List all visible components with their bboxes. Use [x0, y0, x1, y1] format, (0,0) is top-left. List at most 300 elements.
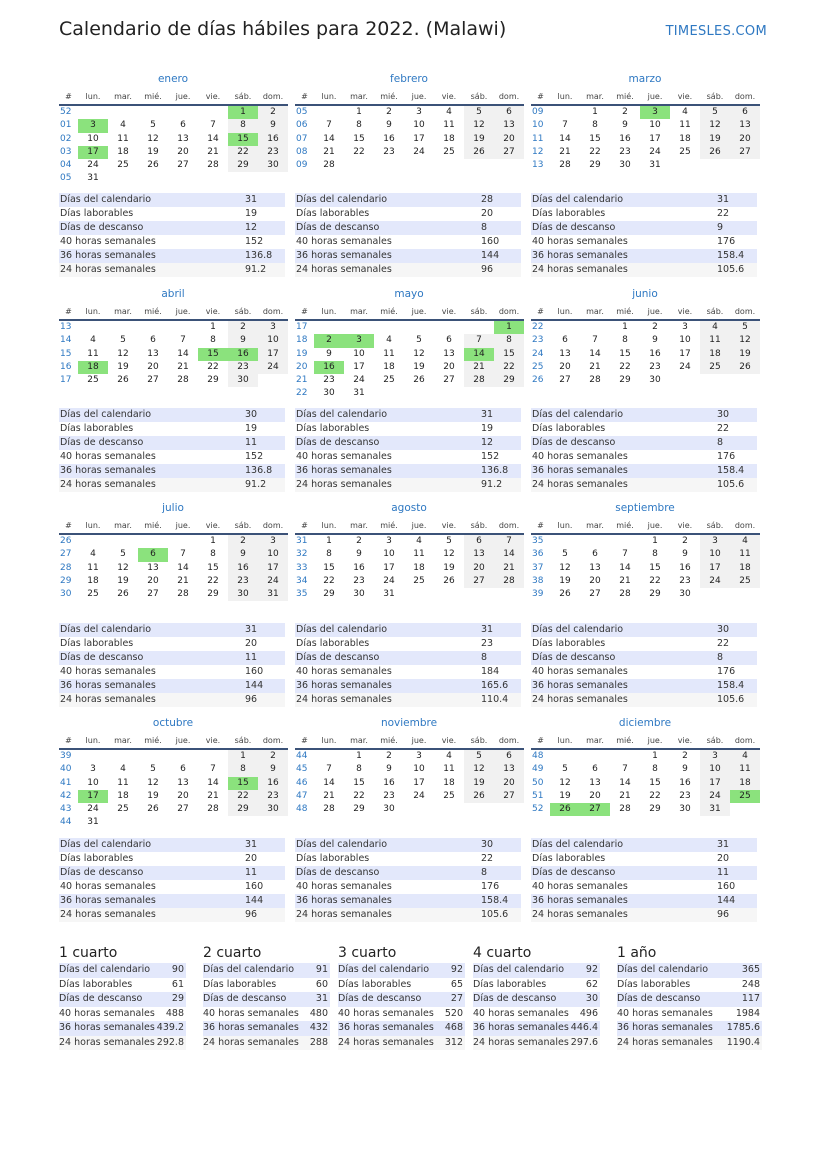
stats-row: [295, 221, 521, 235]
weekday-header: mar.: [108, 519, 138, 535]
day-cell: 19: [443, 562, 455, 573]
month-calendar: [531, 499, 759, 601]
day-cell: 1: [652, 751, 658, 761]
stats-value: 20: [245, 638, 258, 649]
stats-row: [59, 450, 285, 464]
quarter-value: 365: [741, 964, 760, 975]
stats-row: [531, 450, 757, 464]
month-stats: [59, 193, 285, 277]
day-cell: [314, 750, 344, 763]
month-stats: [295, 408, 521, 492]
day-cell: 28: [207, 804, 219, 815]
stats-row: [531, 623, 757, 637]
week-number: 07: [296, 133, 308, 144]
day-cell: 5: [464, 750, 494, 763]
stats-row: [295, 478, 521, 492]
weekday-header: mié.: [138, 90, 168, 106]
week-number: 39: [532, 589, 544, 600]
quarter-label: Días del calendario: [203, 964, 295, 975]
weekday-header: lun.: [314, 90, 344, 106]
quarter-value: 468: [444, 1022, 463, 1033]
day-cell: 1: [622, 322, 628, 332]
day-cell: 30: [649, 375, 661, 386]
day-cell: 1: [494, 321, 524, 334]
day-cell: 9: [622, 120, 628, 131]
stats-label: 40 horas semanales: [60, 451, 156, 462]
stats-value: 11: [245, 867, 258, 878]
stats-label: 24 horas semanales: [296, 909, 392, 920]
day-cell: 3: [344, 334, 374, 347]
day-cell: 30: [679, 589, 691, 600]
day-cell: 11: [117, 133, 129, 144]
stats-value: 176: [717, 236, 736, 247]
day-cell: [168, 535, 198, 548]
day-cell: 9: [228, 334, 258, 347]
stats-row: [531, 422, 757, 436]
day-cell: [198, 172, 228, 185]
day-cell: 12: [730, 334, 760, 347]
day-cell: 15: [649, 562, 661, 573]
stats-label: 24 horas semanales: [532, 694, 628, 705]
week-number: 35: [532, 536, 544, 546]
day-cell: 25: [117, 804, 129, 815]
day-cell: 4: [682, 107, 688, 117]
weekday-header: dom.: [730, 734, 760, 750]
day-cell: 17: [78, 146, 108, 159]
day-cell: 29: [649, 589, 661, 600]
day-cell: 23: [619, 146, 631, 157]
stats-label: Días del calendario: [296, 194, 388, 205]
stats-row: [295, 852, 521, 866]
quarter-value: 31: [315, 993, 328, 1004]
day-cell: 18: [117, 790, 129, 801]
quarter-label: Días de descanso: [59, 993, 143, 1004]
week-number: 33: [296, 562, 308, 573]
stats-label: 24 horas semanales: [532, 909, 628, 920]
week-number: 09: [532, 107, 544, 117]
stats-label: Días laborables: [60, 423, 134, 434]
week-number: 39: [60, 751, 72, 761]
stats-row: [59, 464, 285, 478]
stats-label: 40 horas semanales: [532, 451, 628, 462]
month-name: febrero: [390, 73, 428, 85]
day-cell: 5: [464, 106, 494, 119]
quarter-row: [338, 992, 465, 1007]
day-cell: 13: [589, 777, 601, 788]
quarter-value: 1190.4: [726, 1036, 760, 1048]
quarter-label: Días laborables: [203, 978, 277, 990]
quarter-label: 24 horas semanales: [203, 1036, 299, 1048]
stats-value: 11: [245, 652, 258, 663]
day-cell: 2: [258, 750, 288, 763]
weekday-header: sáb.: [464, 90, 494, 106]
day-cell: 6: [562, 335, 568, 346]
day-cell: 4: [700, 321, 730, 334]
day-cell: 10: [87, 133, 99, 144]
day-cell: [138, 750, 168, 763]
day-cell: 2: [386, 107, 392, 117]
weekday-header: mar.: [108, 734, 138, 750]
stats-row: [59, 221, 285, 235]
quarter-row: [203, 1007, 330, 1022]
weekday-header: #: [531, 734, 550, 750]
day-cell: [168, 321, 198, 334]
day-cell: 18: [700, 348, 730, 361]
day-cell: 3: [90, 764, 96, 775]
stats-label: 24 horas semanales: [60, 264, 156, 275]
quarter-block: [59, 943, 186, 1050]
stats-value: 8: [481, 222, 488, 233]
day-cell: 3: [258, 535, 288, 548]
stats-label: Días del calendario: [532, 409, 624, 420]
day-cell: [138, 106, 168, 119]
stats-label: Días de descanso: [296, 222, 380, 233]
stats-row: [59, 249, 285, 263]
day-cell: 18: [413, 562, 425, 573]
day-cell: 21: [323, 790, 335, 801]
stats-row: [531, 908, 757, 922]
month-stats: [59, 408, 285, 492]
day-cell: 6: [592, 549, 598, 560]
day-cell: 4: [730, 535, 760, 548]
month-grid: [295, 734, 523, 816]
brand-link[interactable]: TIMESLES.COM: [665, 24, 767, 39]
quarter-label: Días del calendario: [338, 964, 430, 975]
week-number: 17: [60, 375, 72, 386]
day-cell: 22: [207, 575, 219, 586]
weekday-header: dom.: [258, 734, 288, 750]
week-number: 14: [60, 335, 72, 346]
stats-row: [295, 693, 521, 707]
stats-row: [59, 693, 285, 707]
month-calendar: [295, 285, 523, 401]
day-cell: 12: [700, 119, 730, 132]
stats-value: 152: [245, 451, 264, 462]
week-number: 12: [532, 146, 544, 157]
stats-value: 105.6: [717, 264, 745, 275]
stats-row: [295, 651, 521, 665]
stats-value: 30: [481, 839, 494, 850]
day-cell: 25: [730, 790, 760, 803]
weekday-header: mié.: [374, 305, 404, 321]
day-cell: [108, 750, 138, 763]
stats-label: Días laborables: [296, 638, 370, 649]
day-cell: [464, 387, 494, 400]
stats-row: [531, 193, 757, 207]
weekday-header: lun.: [78, 90, 108, 106]
day-cell: 6: [730, 106, 760, 119]
stats-row: [531, 249, 757, 263]
day-cell: [314, 106, 344, 119]
day-cell: 6: [138, 548, 168, 561]
stats-value: 96: [245, 694, 258, 705]
stats-value: 96: [481, 264, 494, 275]
weekday-header: jue.: [168, 519, 198, 535]
stats-row: [295, 838, 521, 852]
quarter-value: 446.4: [570, 1022, 598, 1033]
weekday-header: #: [295, 305, 314, 321]
day-cell: 9: [258, 763, 288, 776]
weekday-header: mar.: [580, 90, 610, 106]
day-cell: [494, 387, 524, 400]
day-cell: 28: [619, 589, 631, 600]
day-cell: 21: [619, 575, 631, 586]
stats-row: [295, 880, 521, 894]
day-cell: 19: [700, 133, 730, 146]
day-cell: 26: [443, 575, 455, 586]
stats-label: 24 horas semanales: [60, 694, 156, 705]
day-cell: 3: [682, 322, 688, 332]
day-cell: 4: [446, 107, 452, 117]
weekday-header: jue.: [404, 519, 434, 535]
week-number: 32: [296, 549, 308, 560]
day-cell: 1: [228, 106, 258, 119]
day-cell: 25: [87, 375, 99, 386]
quarter-label: Días de descanso: [473, 993, 557, 1004]
week-number: 27: [60, 549, 72, 560]
week-number: 06: [296, 120, 308, 131]
day-cell: 3: [416, 107, 422, 117]
day-cell: 30: [228, 588, 258, 601]
quarter-value: 90: [171, 964, 184, 975]
day-cell: 8: [356, 120, 362, 131]
stats-value: 31: [245, 839, 258, 850]
day-cell: 23: [679, 790, 691, 801]
quarter-value: 1984: [735, 1007, 760, 1019]
weekday-header: sáb.: [700, 305, 730, 321]
day-cell: 14: [619, 777, 631, 788]
stats-label: Días del calendario: [60, 194, 152, 205]
week-number: 22: [532, 322, 544, 332]
stats-label: 40 horas semanales: [60, 666, 156, 677]
week-number: 10: [532, 120, 544, 131]
week-number: 29: [60, 575, 72, 586]
quarter-row: [203, 963, 330, 978]
day-cell: 4: [90, 335, 96, 346]
quarter-label: Días de descanso: [338, 993, 422, 1004]
month-grid: [531, 305, 759, 387]
stats-label: Días del calendario: [296, 624, 388, 635]
day-cell: 28: [494, 575, 524, 588]
stats-label: Días del calendario: [296, 409, 388, 420]
day-cell: [374, 321, 404, 334]
stats-value: 22: [717, 208, 730, 219]
day-cell: [610, 750, 640, 763]
stats-row: [295, 422, 521, 436]
weekday-header: sáb.: [464, 305, 494, 321]
stats-value: 20: [481, 208, 494, 219]
day-cell: 29: [207, 375, 219, 386]
stats-label: Días del calendario: [60, 409, 152, 420]
weekday-header: jue.: [640, 90, 670, 106]
weekday-header: sáb.: [464, 519, 494, 535]
day-cell: 25: [117, 160, 129, 171]
month-grid: [59, 90, 287, 186]
stats-value: 136.8: [245, 250, 273, 261]
day-cell: 3: [700, 750, 730, 763]
day-cell: 5: [150, 764, 156, 775]
quarter-row: [473, 1036, 600, 1051]
weekday-header: lun.: [78, 519, 108, 535]
stats-row: [295, 679, 521, 693]
stats-label: 24 horas semanales: [532, 479, 628, 490]
day-cell: 7: [326, 120, 332, 131]
stats-row: [531, 464, 757, 478]
month-grid: [531, 90, 759, 172]
stats-row: [59, 679, 285, 693]
day-cell: 31: [383, 589, 395, 600]
day-cell: 8: [356, 764, 362, 775]
day-cell: 5: [562, 764, 568, 775]
quarter-value: 248: [741, 978, 760, 990]
stats-row: [531, 637, 757, 651]
stats-row: [531, 221, 757, 235]
stats-value: 160: [481, 236, 500, 247]
day-cell: 15: [228, 133, 258, 146]
week-number: 11: [532, 133, 544, 144]
day-cell: [610, 535, 640, 548]
day-cell: 7: [464, 334, 494, 347]
day-cell: 3: [78, 119, 108, 132]
week-number: 31: [296, 536, 308, 546]
stats-value: 152: [245, 236, 264, 247]
day-cell: 11: [117, 777, 129, 788]
day-cell: 24: [87, 804, 99, 815]
day-cell: [138, 172, 168, 185]
day-cell: 21: [177, 575, 189, 586]
stats-row: [295, 249, 521, 263]
week-number: 23: [532, 335, 544, 346]
day-cell: [138, 816, 168, 829]
quarter-value: 496: [579, 1007, 598, 1019]
weekday-header: mié.: [610, 305, 640, 321]
weekday-header: jue.: [168, 305, 198, 321]
day-cell: 20: [494, 777, 524, 790]
day-cell: 31: [87, 817, 99, 828]
day-cell: 23: [383, 790, 395, 801]
stats-value: 22: [481, 853, 494, 864]
day-cell: 13: [147, 562, 159, 573]
stats-label: 36 horas semanales: [532, 895, 628, 906]
stats-label: 36 horas semanales: [532, 250, 628, 261]
day-cell: 14: [177, 562, 189, 573]
day-cell: 10: [258, 334, 288, 347]
day-cell: 12: [147, 133, 159, 144]
day-cell: 10: [87, 777, 99, 788]
stats-row: [59, 866, 285, 880]
page-title: Calendario de días hábiles para 2022. (Malawi): [59, 18, 507, 40]
quarter-value: 312: [444, 1036, 463, 1048]
stats-label: 36 horas semanales: [296, 680, 392, 691]
day-cell: 4: [120, 764, 126, 775]
weekday-header: vie.: [434, 90, 464, 106]
stats-label: Días de descanso: [60, 867, 144, 878]
weekday-header: mar.: [344, 734, 374, 750]
stats-label: Días laborables: [296, 423, 370, 434]
quarter-title: 4 cuarto: [473, 945, 532, 961]
day-cell: 12: [464, 119, 494, 132]
day-cell: [700, 374, 730, 387]
quarter-label: 40 horas semanales: [203, 1007, 299, 1019]
weekday-header: jue.: [404, 90, 434, 106]
day-cell: 22: [649, 790, 661, 801]
day-cell: 16: [649, 348, 661, 359]
stats-value: 8: [717, 652, 724, 663]
day-cell: 22: [228, 790, 258, 803]
stats-label: 40 horas semanales: [532, 881, 628, 892]
week-number: 21: [296, 375, 308, 386]
stats-value: 19: [245, 423, 258, 434]
week-number: 17: [296, 322, 308, 332]
day-cell: 22: [589, 146, 601, 157]
day-cell: 3: [416, 751, 422, 761]
day-cell: 29: [494, 374, 524, 387]
weekday-header: sáb.: [228, 734, 258, 750]
month-calendar: [59, 70, 287, 186]
day-cell: 2: [314, 334, 344, 347]
day-cell: 2: [258, 106, 288, 119]
stats-label: Días del calendario: [532, 624, 624, 635]
stats-row: [531, 894, 757, 908]
stats-row: [295, 263, 521, 277]
day-cell: 25: [413, 575, 425, 586]
stats-row: [295, 665, 521, 679]
quarter-value: 117: [741, 993, 760, 1004]
stats-label: Días del calendario: [532, 194, 624, 205]
day-cell: 29: [207, 589, 219, 600]
stats-label: Días de descanso: [532, 222, 616, 233]
stats-value: 158.4: [717, 250, 745, 261]
stats-label: Días laborables: [532, 638, 606, 649]
day-cell: 13: [464, 548, 494, 561]
quarter-row: [203, 1036, 330, 1051]
day-cell: 24: [649, 146, 661, 157]
day-cell: 10: [258, 548, 288, 561]
stats-label: Días de descanso: [532, 437, 616, 448]
day-cell: [404, 588, 434, 601]
week-number: 26: [60, 536, 72, 546]
day-cell: 6: [180, 764, 186, 775]
weekday-header: mar.: [344, 90, 374, 106]
day-cell: [434, 159, 464, 172]
week-number: 52: [60, 107, 72, 117]
day-cell: 24: [383, 575, 395, 586]
weekday-header: vie.: [670, 519, 700, 535]
stats-value: 19: [245, 208, 258, 219]
weekday-header: mar.: [344, 305, 374, 321]
weekday-header: jue.: [640, 519, 670, 535]
day-cell: 2: [356, 536, 362, 546]
day-cell: 19: [464, 777, 494, 790]
stats-label: 24 horas semanales: [296, 479, 392, 490]
day-cell: 7: [180, 549, 186, 560]
month-stats: [59, 623, 285, 707]
week-number: 48: [532, 751, 544, 761]
day-cell: 21: [207, 146, 219, 157]
day-cell: 15: [198, 348, 228, 361]
stats-row: [531, 235, 757, 249]
stats-value: 20: [245, 853, 258, 864]
quarter-row: [617, 1007, 762, 1022]
day-cell: 14: [207, 777, 219, 788]
week-number: 40: [60, 764, 72, 775]
quarter-label: Días del calendario: [59, 964, 151, 975]
quarter-label: 40 horas semanales: [617, 1007, 713, 1019]
day-cell: 11: [443, 764, 455, 775]
quarter-block: [617, 943, 762, 1050]
day-cell: 6: [494, 106, 524, 119]
day-cell: 18: [443, 777, 455, 788]
